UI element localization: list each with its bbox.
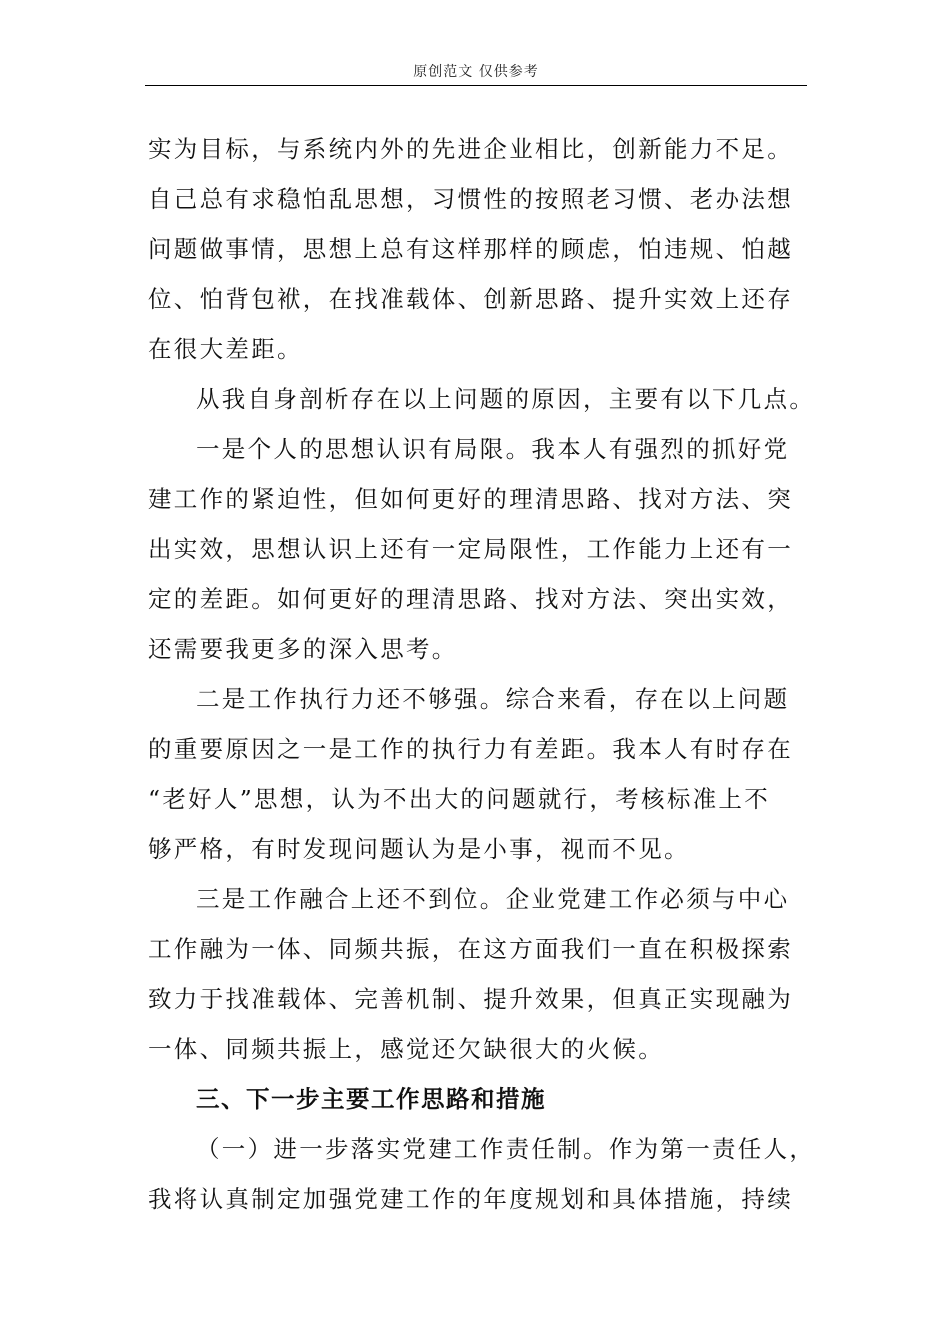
header-divider [145, 85, 807, 86]
body-line-10: 定的差距。如何更好的理清思路、找对方法、突出实效， [148, 585, 793, 613]
body-line-13: 的重要原因之一是工作的执行力有差距。我本人有时存在 [148, 735, 793, 763]
body-line-11: 还需要我更多的深入思考。 [148, 635, 458, 663]
body-line-22: 我将认真制定加强党建工作的年度规划和具体措施，持续 [148, 1185, 793, 1213]
body-line-16: 三是工作融合上还不到位。企业党建工作必须与中心 [196, 885, 790, 913]
section-heading: 三、下一步主要工作思路和措施 [196, 1085, 546, 1113]
body-line-18: 致力于找准载体、完善机制、提升效果，但真正实现融为 [148, 985, 793, 1013]
body-line-21: （一）进一步落实党建工作责任制。作为第一责任人， [196, 1135, 816, 1163]
body-line-9: 出实效，思想认识上还有一定局限性，工作能力上还有一 [148, 535, 793, 563]
document-body [148, 124, 838, 1224]
body-line-14: “老好人”思想，认为不出大的问题就行，考核标准上不 [148, 785, 771, 813]
page-header: 原创范文 仅供参考 [413, 64, 539, 80]
body-line-1: 实为目标，与系统内外的先进企业相比，创新能力不足。 [148, 135, 793, 163]
body-line-8: 建工作的紧迫性，但如何更好的理清思路、找对方法、突 [148, 485, 793, 513]
body-line-5: 在很大差距。 [148, 335, 303, 363]
body-line-6: 从我自身剖析存在以上问题的原因，主要有以下几点。 [196, 385, 816, 413]
body-line-17: 工作融为一体、同频共振，在这方面我们一直在积极探索 [148, 935, 793, 963]
body-line-4: 位、怕背包袱，在找准载体、创新思路、提升实效上还存 [148, 285, 793, 313]
body-line-7: 一是个人的思想认识有局限。我本人有强烈的抓好党 [196, 435, 790, 463]
body-line-2: 自己总有求稳怕乱思想，习惯性的按照老习惯、老办法想 [148, 185, 793, 213]
body-line-12: 二是工作执行力还不够强。综合来看，存在以上问题 [196, 685, 790, 713]
body-line-15: 够严格，有时发现问题认为是小事，视而不见。 [148, 835, 690, 863]
body-line-19: 一体、同频共振上，感觉还欠缺很大的火候。 [148, 1035, 664, 1063]
body-line-3: 问题做事情，思想上总有这样那样的顾虑，怕违规、怕越 [148, 235, 793, 263]
